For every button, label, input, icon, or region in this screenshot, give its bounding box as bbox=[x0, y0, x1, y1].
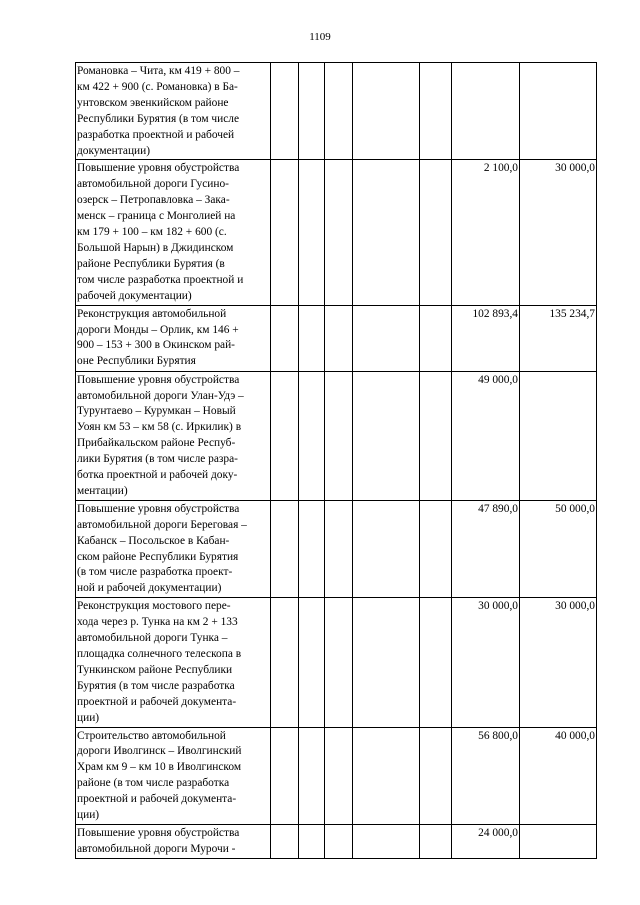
empty-cell bbox=[271, 500, 299, 597]
table-row bbox=[76, 824, 597, 858]
empty-cell bbox=[271, 727, 299, 824]
empty-cell bbox=[271, 824, 299, 858]
empty-cell bbox=[420, 63, 452, 160]
value-1-cell: 2 100,0 bbox=[452, 160, 520, 305]
table-row bbox=[76, 63, 597, 160]
empty-cell bbox=[299, 727, 325, 824]
empty-cell bbox=[299, 63, 325, 160]
empty-cell bbox=[325, 160, 353, 305]
row-name-cell: Реконструкция мостового пере- хода через р. Тунка на км 2 + 133 автомобильной дороги Тунка – площадка солнечного телескопа в Тункинском районе Республики Бурятия (в том числе разработка проектной и рабочей документа- ции) bbox=[76, 598, 271, 727]
empty-cell bbox=[420, 727, 452, 824]
value-2-cell bbox=[520, 371, 597, 500]
empty-cell bbox=[420, 824, 452, 858]
empty-cell bbox=[271, 160, 299, 305]
row-name-cell: Строительство автомобильной дороги Иволгинск – Иволгинский Храм км 9 – км 10 в Иволгинском районе (в том числе разработка проектной и рабочей документа- ции) bbox=[76, 727, 271, 824]
empty-cell bbox=[325, 727, 353, 824]
table-row bbox=[76, 160, 597, 305]
empty-cell bbox=[271, 598, 299, 727]
empty-cell bbox=[299, 305, 325, 371]
value-1-cell: 49 000,0 bbox=[452, 371, 520, 500]
empty-cell bbox=[353, 727, 420, 824]
row-name-cell: Повышение уровня обустройства автомобильной дороги Гусино- озерск – Петропавловка – Зака- менск – граница с Монголией на км 179 + 100 – км 182 + 600 (с. Большой Нарын) в Джидинском районе Республики Бурятия (в том числе разработка проектной и рабочей документации) bbox=[76, 160, 271, 305]
empty-cell bbox=[271, 63, 299, 160]
empty-cell bbox=[325, 598, 353, 727]
row-name-cell: Романовка – Чита, км 419 + 800 – км 422 + 900 (с. Романовка) в Ба- унтовском эвенкийском районе Республики Бурятия (в том числе разработка проектной и рабочей документации) bbox=[76, 63, 271, 160]
table-row bbox=[76, 727, 597, 824]
value-1-cell: 56 800,0 bbox=[452, 727, 520, 824]
value-1-cell: 30 000,0 bbox=[452, 598, 520, 727]
value-2-cell: 135 234,7 bbox=[520, 305, 597, 371]
empty-cell bbox=[325, 371, 353, 500]
value-2-cell bbox=[520, 63, 597, 160]
empty-cell bbox=[299, 160, 325, 305]
row-name-cell: Повышение уровня обустройства автомобильной дороги Береговая – Кабанск – Посольское в Кабан- ском районе Республики Бурятия (в том числе разработка проект- ной и рабочей документации) bbox=[76, 500, 271, 597]
empty-cell bbox=[353, 598, 420, 727]
empty-cell bbox=[420, 371, 452, 500]
empty-cell bbox=[325, 305, 353, 371]
value-2-cell: 40 000,0 bbox=[520, 727, 597, 824]
empty-cell bbox=[353, 371, 420, 500]
empty-cell bbox=[325, 63, 353, 160]
value-2-cell bbox=[520, 824, 597, 858]
empty-cell bbox=[271, 305, 299, 371]
empty-cell bbox=[299, 371, 325, 500]
empty-cell bbox=[299, 824, 325, 858]
page-number: 1109 bbox=[309, 31, 331, 43]
empty-cell bbox=[353, 63, 420, 160]
empty-cell bbox=[420, 598, 452, 727]
value-1-cell: 102 893,4 bbox=[452, 305, 520, 371]
empty-cell bbox=[353, 305, 420, 371]
table-row bbox=[76, 598, 597, 727]
empty-cell bbox=[353, 500, 420, 597]
empty-cell bbox=[420, 160, 452, 305]
empty-cell bbox=[299, 500, 325, 597]
empty-cell bbox=[420, 305, 452, 371]
empty-cell bbox=[299, 598, 325, 727]
empty-cell bbox=[271, 371, 299, 500]
row-name-cell: Повышение уровня обустройства автомобильной дороги Улан-Удэ – Турунтаево – Курумкан – Новый Уоян км 53 – км 58 (с. Иркилик) в Прибайкальском районе Респуб- лики Бурятия (в том числе разра- ботка проектной и рабочей доку- ментации) bbox=[76, 371, 271, 500]
empty-cell bbox=[325, 824, 353, 858]
table-row bbox=[76, 305, 597, 371]
table-row bbox=[76, 500, 597, 597]
empty-cell bbox=[353, 824, 420, 858]
table-row bbox=[76, 371, 597, 500]
value-2-cell: 30 000,0 bbox=[520, 160, 597, 305]
value-1-cell: 47 890,0 bbox=[452, 500, 520, 597]
value-2-cell: 50 000,0 bbox=[520, 500, 597, 597]
row-name-cell: Повышение уровня обустройства автомобильной дороги Мурочи - bbox=[76, 824, 271, 858]
value-1-cell bbox=[452, 63, 520, 160]
row-name-cell: Реконструкция автомобильной дороги Монды – Орлик, км 146 + 900 – 153 + 300 в Окинском рай- оне Республики Бурятия bbox=[76, 305, 271, 371]
empty-cell bbox=[325, 500, 353, 597]
empty-cell bbox=[353, 160, 420, 305]
value-1-cell: 24 000,0 bbox=[452, 824, 520, 858]
empty-cell bbox=[420, 500, 452, 597]
budget-table bbox=[75, 62, 597, 859]
value-2-cell: 30 000,0 bbox=[520, 598, 597, 727]
